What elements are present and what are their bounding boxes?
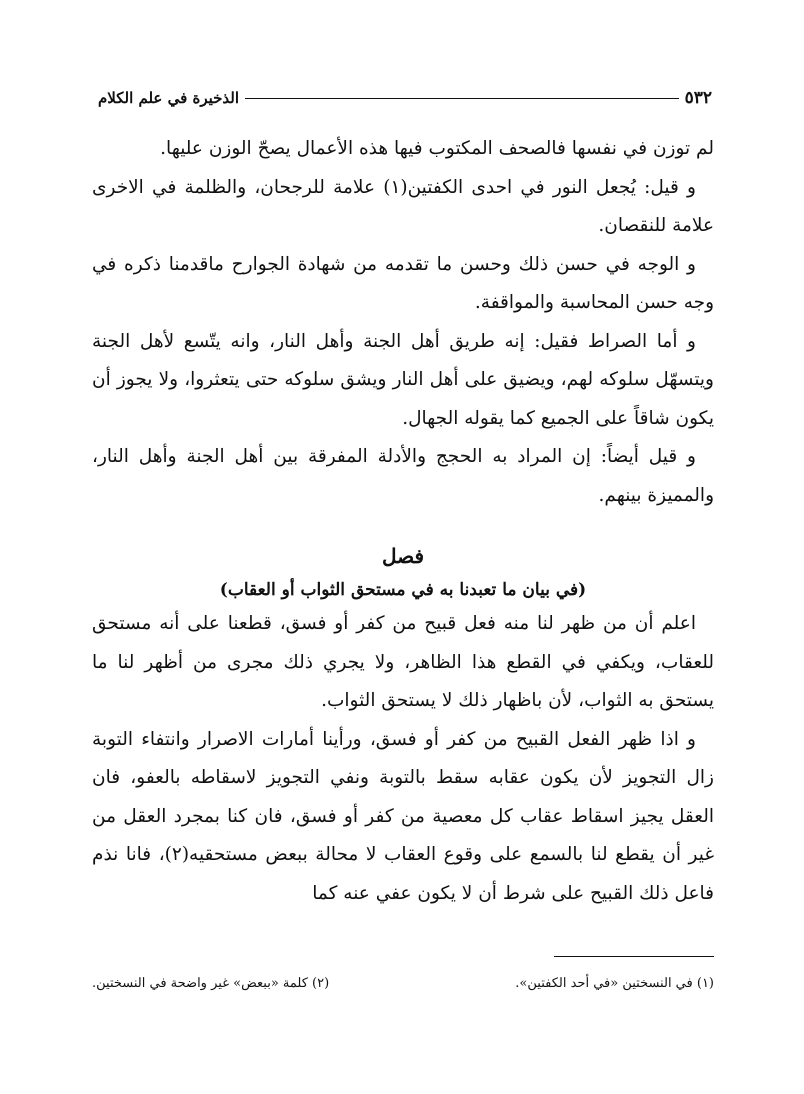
section-heading: فصل [381,544,425,568]
footnote-1: (١) في النسختين «في أحد الكفتين». [515,976,714,991]
book-title: الذخيرة في علم الكلام [98,89,240,107]
header-rule [245,98,679,99]
footnote-rule [554,956,714,957]
paragraph-2: و قيل: يُجعل النور في احدى الكفتين(١) علامة للرجحان، والظلمة في الاخرى علامة للنقصان. [92,176,714,236]
paragraph-3: و الوجه في حسن ذلك وحسن ما تقدمه من شهادة الجوارح ماقدمنا ذكره في وجه حسن المحاسبة والمواقفة. [92,253,714,313]
paragraph-1: لم توزن في نفسها فالصحف المكتوب فيها هذه الأعمال يصحّ الوزن عليها. [160,138,714,159]
paragraph-4: و أما الصراط فقيل: إنه طريق أهل الجنة وأهل النار، وانه يتّسع لأهل الجنة ويتسهّل سلوكه لهم، ويضيق على أهل النار ويشق سلوكه حتى يتعثروا، ولا يجوز أن يكون شاقاً على الجميع كما يقوله الجهال. [92,330,714,429]
footnote-2: (٢) كلمة «ببعض» غير واضحة في النسختين. [92,976,330,991]
body-text [92,130,714,913]
paragraph-7: و اذا ظهر الفعل القبيح من كفر أو فسق، ورأينا أمارات الاصرار وانتفاء التوبة زال التجويز لأن يكون عقابه سقط بالتوبة ونفي التجويز لاسقاطه بالعفو، فان العقل يجيز اسقاط عقاب كل معصية من كفر أو فسق، فان كنا بمجرد العقل من غير أن يقطع لنا بالسمع على وقوع العقاب لا محالة ببعض مستحقيه(٢)، فانا نذم فاعل ذلك القبيح على شرط أن لا يكون عفي عنه كما [92,728,714,904]
section-subheading: (في بيان ما تعبدنا به في مستحق الثواب أو العقاب) [219,580,587,600]
book-page [92,84,714,1044]
paragraph-6: اعلم أن من ظهر لنا منه فعل قبيح من كفر أو فسق، قطعنا على أنه مستحق للعقاب، ويكفي في القطع هذا الظاهر، ولا يجري ذلك مجرى من أظهر لنا ما يستحق به الثواب، لأن باظهار ذلك لا يستحق الثواب. [92,613,714,711]
paragraph-5: و قيل أيضاً: إن المراد به الحجج والأدلة المفرقة بين أهل الجنة وأهل النار، والمميزة بينهم. [92,446,714,506]
running-header [92,84,714,112]
footnotes [92,974,714,994]
page-number: ٥٣٢ [684,88,712,108]
